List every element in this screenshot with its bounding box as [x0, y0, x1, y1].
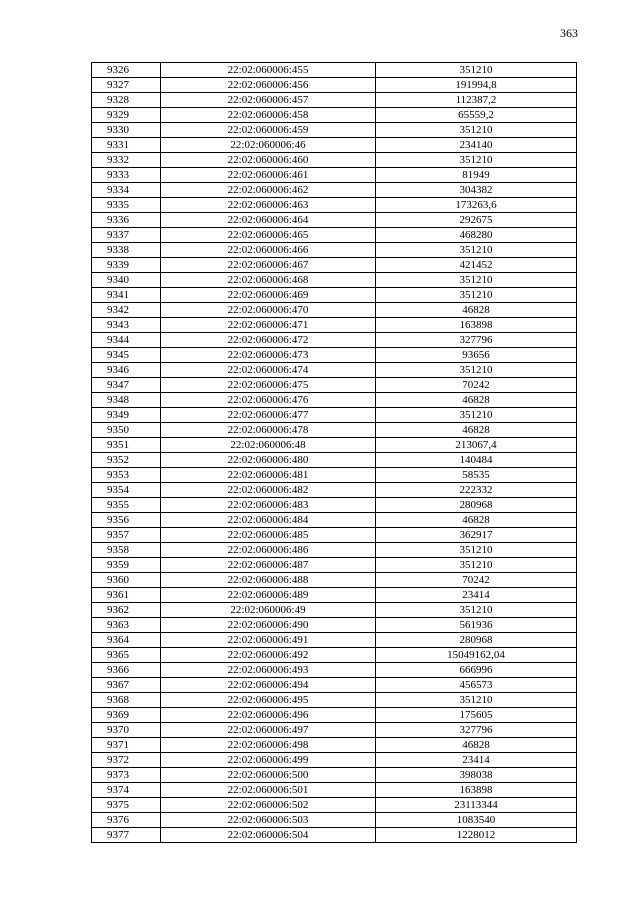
cadastral-number-cell: 22:02:060006:456 [161, 78, 376, 93]
value-cell: 351210 [376, 408, 577, 423]
value-cell: 421452 [376, 258, 577, 273]
value-cell: 351210 [376, 363, 577, 378]
cadastral-number-cell: 22:02:060006:485 [161, 528, 376, 543]
table-row [92, 453, 577, 468]
table-row [92, 723, 577, 738]
cadastral-number-cell: 22:02:060006:466 [161, 243, 376, 258]
cadastral-number-cell: 22:02:060006:483 [161, 498, 376, 513]
value-cell: 175605 [376, 708, 577, 723]
table-row [92, 303, 577, 318]
value-cell: 65559,2 [376, 108, 577, 123]
row-number-cell: 9337 [92, 228, 161, 243]
table-row [92, 423, 577, 438]
row-number-cell: 9347 [92, 378, 161, 393]
value-cell: 23414 [376, 588, 577, 603]
cadastral-number-cell: 22:02:060006:468 [161, 273, 376, 288]
value-cell: 46828 [376, 303, 577, 318]
value-cell: 351210 [376, 63, 577, 78]
table-row [92, 138, 577, 153]
table-row [92, 618, 577, 633]
value-cell: 70242 [376, 378, 577, 393]
table-row [92, 78, 577, 93]
row-number-cell: 9370 [92, 723, 161, 738]
value-cell: 93656 [376, 348, 577, 363]
table-row [92, 408, 577, 423]
row-number-cell: 9330 [92, 123, 161, 138]
cadastral-number-cell: 22:02:060006:460 [161, 153, 376, 168]
value-cell: 70242 [376, 573, 577, 588]
table-row [92, 528, 577, 543]
cadastral-number-cell: 22:02:060006:490 [161, 618, 376, 633]
row-number-cell: 9366 [92, 663, 161, 678]
cadastral-number-cell: 22:02:060006:46 [161, 138, 376, 153]
row-number-cell: 9356 [92, 513, 161, 528]
value-cell: 304382 [376, 183, 577, 198]
row-number-cell: 9365 [92, 648, 161, 663]
row-number-cell: 9340 [92, 273, 161, 288]
cadastral-number-cell: 22:02:060006:462 [161, 183, 376, 198]
table-row [92, 663, 577, 678]
cadastral-number-cell: 22:02:060006:496 [161, 708, 376, 723]
parcel-table-body [92, 63, 577, 843]
cadastral-number-cell: 22:02:060006:504 [161, 828, 376, 843]
cadastral-number-cell: 22:02:060006:488 [161, 573, 376, 588]
table-row [92, 153, 577, 168]
cadastral-number-cell: 22:02:060006:457 [161, 93, 376, 108]
row-number-cell: 9349 [92, 408, 161, 423]
cadastral-number-cell: 22:02:060006:499 [161, 753, 376, 768]
cadastral-number-cell: 22:02:060006:458 [161, 108, 376, 123]
table-row [92, 753, 577, 768]
row-number-cell: 9352 [92, 453, 161, 468]
table-row [92, 693, 577, 708]
cadastral-number-cell: 22:02:060006:491 [161, 633, 376, 648]
value-cell: 46828 [376, 423, 577, 438]
row-number-cell: 9353 [92, 468, 161, 483]
cadastral-number-cell: 22:02:060006:455 [161, 63, 376, 78]
cadastral-number-cell: 22:02:060006:477 [161, 408, 376, 423]
value-cell: 15049162,04 [376, 648, 577, 663]
table-row [92, 198, 577, 213]
table-row [92, 468, 577, 483]
table-row [92, 183, 577, 198]
table-row [92, 123, 577, 138]
row-number-cell: 9357 [92, 528, 161, 543]
table-row [92, 828, 577, 843]
value-cell: 327796 [376, 723, 577, 738]
table-row [92, 318, 577, 333]
cadastral-number-cell: 22:02:060006:480 [161, 453, 376, 468]
value-cell: 81949 [376, 168, 577, 183]
table-row [92, 588, 577, 603]
cadastral-number-cell: 22:02:060006:486 [161, 543, 376, 558]
table-row [92, 543, 577, 558]
table-row [92, 378, 577, 393]
row-number-cell: 9369 [92, 708, 161, 723]
table-row [92, 363, 577, 378]
cadastral-number-cell: 22:02:060006:469 [161, 288, 376, 303]
table-row [92, 288, 577, 303]
cadastral-number-cell: 22:02:060006:49 [161, 603, 376, 618]
row-number-cell: 9346 [92, 363, 161, 378]
value-cell: 46828 [376, 513, 577, 528]
row-number-cell: 9363 [92, 618, 161, 633]
value-cell: 468280 [376, 228, 577, 243]
table-row [92, 768, 577, 783]
value-cell: 280968 [376, 633, 577, 648]
value-cell: 222332 [376, 483, 577, 498]
row-number-cell: 9348 [92, 393, 161, 408]
row-number-cell: 9351 [92, 438, 161, 453]
row-number-cell: 9338 [92, 243, 161, 258]
value-cell: 351210 [376, 153, 577, 168]
table-row [92, 438, 577, 453]
table-row [92, 678, 577, 693]
cadastral-number-cell: 22:02:060006:498 [161, 738, 376, 753]
table-row [92, 333, 577, 348]
table-row [92, 243, 577, 258]
table-row [92, 258, 577, 273]
cadastral-number-cell: 22:02:060006:500 [161, 768, 376, 783]
row-number-cell: 9336 [92, 213, 161, 228]
row-number-cell: 9334 [92, 183, 161, 198]
cadastral-number-cell: 22:02:060006:474 [161, 363, 376, 378]
table-row [92, 273, 577, 288]
cadastral-number-cell: 22:02:060006:476 [161, 393, 376, 408]
table-row [92, 228, 577, 243]
value-cell: 213067,4 [376, 438, 577, 453]
cadastral-number-cell: 22:02:060006:461 [161, 168, 376, 183]
row-number-cell: 9361 [92, 588, 161, 603]
page-number: 363 [560, 26, 578, 40]
value-cell: 112387,2 [376, 93, 577, 108]
table-row [92, 393, 577, 408]
row-number-cell: 9344 [92, 333, 161, 348]
value-cell: 46828 [376, 738, 577, 753]
table-row [92, 648, 577, 663]
row-number-cell: 9377 [92, 828, 161, 843]
table-row [92, 813, 577, 828]
table-row [92, 108, 577, 123]
table-row [92, 63, 577, 78]
row-number-cell: 9374 [92, 783, 161, 798]
value-cell: 280968 [376, 498, 577, 513]
table-row [92, 168, 577, 183]
row-number-cell: 9371 [92, 738, 161, 753]
value-cell: 666996 [376, 663, 577, 678]
table-row [92, 603, 577, 618]
row-number-cell: 9373 [92, 768, 161, 783]
cadastral-number-cell: 22:02:060006:475 [161, 378, 376, 393]
cadastral-number-cell: 22:02:060006:465 [161, 228, 376, 243]
table-row [92, 738, 577, 753]
row-number-cell: 9375 [92, 798, 161, 813]
value-cell: 1228012 [376, 828, 577, 843]
row-number-cell: 9342 [92, 303, 161, 318]
row-number-cell: 9359 [92, 558, 161, 573]
value-cell: 398038 [376, 768, 577, 783]
value-cell: 163898 [376, 783, 577, 798]
cadastral-number-cell: 22:02:060006:493 [161, 663, 376, 678]
value-cell: 292675 [376, 213, 577, 228]
value-cell: 351210 [376, 693, 577, 708]
row-number-cell: 9372 [92, 753, 161, 768]
table-row [92, 708, 577, 723]
table-row [92, 348, 577, 363]
value-cell: 351210 [376, 558, 577, 573]
row-number-cell: 9333 [92, 168, 161, 183]
value-cell: 351210 [376, 273, 577, 288]
row-number-cell: 9367 [92, 678, 161, 693]
value-cell: 23113344 [376, 798, 577, 813]
row-number-cell: 9355 [92, 498, 161, 513]
cadastral-number-cell: 22:02:060006:502 [161, 798, 376, 813]
table-row [92, 633, 577, 648]
row-number-cell: 9335 [92, 198, 161, 213]
row-number-cell: 9327 [92, 78, 161, 93]
row-number-cell: 9376 [92, 813, 161, 828]
row-number-cell: 9341 [92, 288, 161, 303]
row-number-cell: 9343 [92, 318, 161, 333]
cadastral-number-cell: 22:02:060006:472 [161, 333, 376, 348]
row-number-cell: 9358 [92, 543, 161, 558]
row-number-cell: 9329 [92, 108, 161, 123]
table-row [92, 783, 577, 798]
table-row [92, 513, 577, 528]
cadastral-number-cell: 22:02:060006:471 [161, 318, 376, 333]
value-cell: 140484 [376, 453, 577, 468]
row-number-cell: 9331 [92, 138, 161, 153]
cadastral-number-cell: 22:02:060006:473 [161, 348, 376, 363]
cadastral-number-cell: 22:02:060006:484 [161, 513, 376, 528]
value-cell: 561936 [376, 618, 577, 633]
row-number-cell: 9328 [92, 93, 161, 108]
parcel-table [91, 62, 577, 843]
row-number-cell: 9326 [92, 63, 161, 78]
value-cell: 191994,8 [376, 78, 577, 93]
cadastral-number-cell: 22:02:060006:489 [161, 588, 376, 603]
table-row [92, 798, 577, 813]
row-number-cell: 9354 [92, 483, 161, 498]
cadastral-number-cell: 22:02:060006:503 [161, 813, 376, 828]
cadastral-number-cell: 22:02:060006:464 [161, 213, 376, 228]
row-number-cell: 9339 [92, 258, 161, 273]
cadastral-number-cell: 22:02:060006:459 [161, 123, 376, 138]
cadastral-number-cell: 22:02:060006:497 [161, 723, 376, 738]
value-cell: 351210 [376, 123, 577, 138]
cadastral-number-cell: 22:02:060006:494 [161, 678, 376, 693]
row-number-cell: 9360 [92, 573, 161, 588]
cadastral-number-cell: 22:02:060006:482 [161, 483, 376, 498]
cadastral-number-cell: 22:02:060006:467 [161, 258, 376, 273]
table-row [92, 93, 577, 108]
value-cell: 351210 [376, 288, 577, 303]
table-row [92, 483, 577, 498]
row-number-cell: 9345 [92, 348, 161, 363]
value-cell: 234140 [376, 138, 577, 153]
value-cell: 351210 [376, 243, 577, 258]
value-cell: 58535 [376, 468, 577, 483]
value-cell: 173263,6 [376, 198, 577, 213]
value-cell: 362917 [376, 528, 577, 543]
value-cell: 163898 [376, 318, 577, 333]
value-cell: 351210 [376, 603, 577, 618]
row-number-cell: 9364 [92, 633, 161, 648]
table-row [92, 573, 577, 588]
cadastral-number-cell: 22:02:060006:501 [161, 783, 376, 798]
row-number-cell: 9332 [92, 153, 161, 168]
row-number-cell: 9362 [92, 603, 161, 618]
row-number-cell: 9368 [92, 693, 161, 708]
cadastral-number-cell: 22:02:060006:463 [161, 198, 376, 213]
row-number-cell: 9350 [92, 423, 161, 438]
table-row [92, 558, 577, 573]
value-cell: 351210 [376, 543, 577, 558]
cadastral-number-cell: 22:02:060006:495 [161, 693, 376, 708]
cadastral-number-cell: 22:02:060006:487 [161, 558, 376, 573]
cadastral-number-cell: 22:02:060006:48 [161, 438, 376, 453]
value-cell: 1083540 [376, 813, 577, 828]
cadastral-number-cell: 22:02:060006:470 [161, 303, 376, 318]
value-cell: 46828 [376, 393, 577, 408]
value-cell: 456573 [376, 678, 577, 693]
value-cell: 23414 [376, 753, 577, 768]
cadastral-number-cell: 22:02:060006:481 [161, 468, 376, 483]
table-row [92, 213, 577, 228]
table-row [92, 498, 577, 513]
cadastral-number-cell: 22:02:060006:478 [161, 423, 376, 438]
cadastral-number-cell: 22:02:060006:492 [161, 648, 376, 663]
value-cell: 327796 [376, 333, 577, 348]
